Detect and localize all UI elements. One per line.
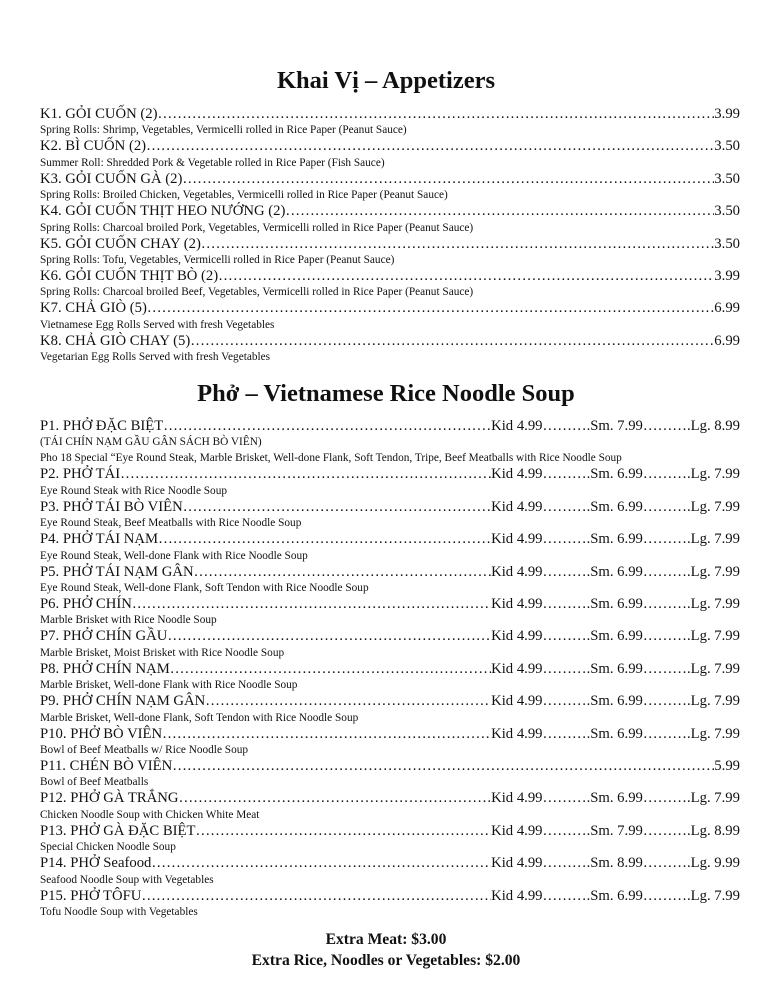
- leader-dots: [120, 466, 491, 482]
- price-large: Lg. 7.99: [690, 498, 740, 515]
- price-large: Lg. 7.99: [690, 563, 740, 580]
- leader-dots: [178, 790, 491, 806]
- price-kid: Kid 4.99: [491, 660, 543, 677]
- leader-dots: [167, 628, 491, 644]
- price-large: Lg. 7.99: [690, 466, 740, 483]
- item-description: Eye Round Steak, Beef Meatballs with Rice Noodle Soup: [40, 517, 302, 530]
- price-small: Sm. 7.99: [590, 418, 643, 434]
- price-small: Sm. 6.99: [590, 628, 643, 645]
- item-price: 3.50: [714, 203, 740, 220]
- pho-title: Phở – Vietnamese Rice Noodle Soup: [197, 380, 575, 407]
- leader-dots: [151, 855, 491, 871]
- leader-dots: [146, 138, 714, 154]
- price-kid: Kid 4.99: [491, 790, 543, 807]
- item-price: 3.50: [714, 235, 740, 252]
- appetizers-title: Khai Vị – Appetizers: [276, 67, 495, 94]
- price-large: Lg. 7.99: [690, 693, 740, 710]
- price-large: Lg. 7.99: [690, 596, 740, 613]
- item-name: K6. GỎI CUỐN THỊT BÒ (2): [40, 268, 219, 285]
- item-description: Chicken Noodle Soup with Chicken White Meat: [40, 808, 260, 821]
- item-name: P5. PHỞ TÁI NẠM GÂN: [40, 563, 194, 580]
- item-description: Seafood Noodle Soup with Vegetables: [40, 873, 214, 886]
- leader-dots: [182, 171, 714, 187]
- leader-dots: [141, 888, 491, 904]
- item-name: P2. PHỞ TÁI: [40, 466, 121, 483]
- price-small: Sm. 6.99: [590, 466, 643, 483]
- price-small: Sm. 6.99: [590, 596, 643, 613]
- item-name: P13. PHỞ GÀ ĐẶC BIỆT: [40, 822, 196, 839]
- item-description: Marble Brisket, Well-done Flank, Soft Tendon with Rice Noodle Soup: [40, 711, 359, 724]
- item-name: K7. CHẢ GIÒ (5): [40, 300, 147, 317]
- leader-dots: [194, 564, 492, 580]
- item-price: 5.99: [714, 758, 740, 775]
- pho-item: [40, 855, 740, 887]
- price-kid: Kid 4.99: [491, 466, 543, 483]
- pho-item: [40, 499, 740, 531]
- pho-item: [40, 531, 740, 563]
- price-kid: Kid 4.99: [491, 596, 543, 613]
- price-kid: Kid 4.99: [491, 418, 543, 434]
- price-kid: Kid 4.99: [491, 855, 543, 872]
- item-price: 3.99: [714, 106, 740, 122]
- price-small: Sm. 6.99: [590, 887, 643, 904]
- item-name: K2. BÌ CUỐN (2): [40, 138, 147, 155]
- leader-dots: [201, 236, 714, 252]
- leader-dots: [205, 693, 491, 709]
- price-small: Sm. 6.99: [590, 660, 643, 677]
- price-kid: Kid 4.99: [491, 822, 543, 839]
- item-name: P7. PHỞ CHÍN GẦU: [40, 628, 168, 645]
- pho-item: [40, 888, 740, 920]
- item-description: Marble Brisket with Rice Noodle Soup: [40, 614, 217, 627]
- price-kid: Kid 4.99: [491, 725, 543, 742]
- item-description: Spring Rolls: Charcoal broiled Beef, Vegetables, Vermicelli rolled in Rice Paper (Peanut Sauce): [40, 286, 474, 299]
- item-name: P14. PHỞ Seafood: [40, 855, 152, 872]
- appetizer-item: [40, 300, 740, 332]
- price-small: Sm. 6.99: [590, 725, 643, 742]
- price-large: Lg. 8.99: [690, 418, 740, 434]
- appetizer-item: [40, 203, 740, 235]
- price-large: Lg. 8.99: [690, 822, 740, 839]
- item-description: Eye Round Steak, Well-done Flank, Soft Tendon with Rice Noodle Soup: [40, 582, 369, 595]
- price-kid: Kid 4.99: [491, 628, 543, 645]
- item-description: Vietnamese Egg Rolls Served with fresh Vegetables: [40, 318, 275, 331]
- leader-dots: [170, 661, 491, 677]
- item-name: K3. GỎI CUỐN GÀ (2): [40, 170, 183, 187]
- item-name: P15. PHỞ TÔFU: [40, 887, 142, 904]
- item-name: K8. CHẢ GIÒ CHAY (5): [40, 332, 191, 349]
- leader-dots: [158, 531, 491, 547]
- item-price: 3.50: [714, 170, 740, 187]
- item-name: P8. PHỞ CHÍN NẠM: [40, 660, 170, 677]
- price-large: Lg. 7.99: [690, 660, 740, 677]
- price-small: Sm. 6.99: [590, 693, 643, 710]
- item-name: P9. PHỞ CHÍN NẠM GÂN: [40, 693, 206, 710]
- item-description: Marble Brisket, Well-done Flank with Rice Noodle Soup: [40, 679, 298, 692]
- item-name: P4. PHỞ TÁI NẠM: [40, 531, 159, 548]
- leader-dots: [162, 726, 491, 742]
- extra-meat-price: Extra Meat: $3.00: [325, 931, 447, 948]
- leader-dots: [172, 758, 714, 774]
- item-description: Marble Brisket, Moist Brisket with Rice Noodle Soup: [40, 646, 285, 659]
- price-small: Sm. 8.99: [590, 855, 643, 872]
- pho-item: [40, 596, 740, 628]
- item-name: K1. GỎI CUỐN (2): [40, 106, 158, 122]
- pho-item: [40, 693, 740, 725]
- extra-sides-price: Extra Rice, Noodles or Vegetables: $2.00: [251, 951, 521, 969]
- price-large: Lg. 7.99: [690, 628, 740, 645]
- leader-dots: [218, 268, 714, 284]
- price-small: Sm. 7.99: [590, 822, 643, 839]
- pho-item: [40, 661, 740, 693]
- pho-list: [40, 418, 740, 920]
- leader-dots: [158, 106, 715, 122]
- item-description: Spring Rolls: Tofu, Vegetables, Vermicelli rolled in Rice Paper (Peanut Sauce): [40, 254, 395, 267]
- pho-item: [40, 726, 740, 758]
- price-large: Lg. 7.99: [690, 531, 740, 548]
- item-price: 6.99: [714, 332, 740, 349]
- price-large: Lg. 7.99: [690, 887, 740, 904]
- item-description: Summer Roll: Shredded Pork & Vegetable rolled in Rice Paper (Fish Sauce): [40, 156, 385, 169]
- leader-dots: [147, 300, 714, 316]
- pho-item: [40, 628, 740, 660]
- pho-item: [40, 466, 740, 498]
- price-large: Lg. 9.99: [690, 855, 740, 872]
- price-small: Sm. 6.99: [590, 563, 643, 580]
- item-description: Bowl of Beef Meatballs: [40, 776, 149, 789]
- item-name: P3. PHỞ TÁI BÒ VIÊN: [40, 498, 183, 515]
- item-description: Spring Rolls: Broiled Chicken, Vegetables, Vermicelli rolled in Rice Paper (Peanut Sauce): [40, 189, 448, 202]
- item-description: Tofu Noodle Soup with Vegetables: [40, 906, 198, 919]
- leader-dots: [183, 499, 491, 515]
- leader-dots: [163, 418, 491, 434]
- item-name: P11. CHÉN BÒ VIÊN: [40, 758, 173, 775]
- price-small: Sm. 6.99: [590, 531, 643, 548]
- pho-item: [40, 758, 740, 790]
- price-large: Lg. 7.99: [690, 725, 740, 742]
- item-description: Vegetarian Egg Rolls Served with fresh Vegetables: [40, 351, 271, 364]
- leader-dots: [195, 823, 491, 839]
- item-name: P12. PHỞ GÀ TRẮNG: [40, 790, 179, 807]
- item-description: (TÁI CHÍN NẠM GẦU GÂN SÁCH BÒ VIÊN): [40, 436, 262, 449]
- item-description: Spring Rolls: Shrimp, Vegetables, Vermicelli rolled in Rice Paper (Peanut Sauce): [40, 124, 407, 137]
- price-kid: Kid 4.99: [491, 498, 543, 515]
- price-kid: Kid 4.99: [491, 531, 543, 548]
- price-kid: Kid 4.99: [491, 693, 543, 710]
- price-small: Sm. 6.99: [590, 498, 643, 515]
- appetizer-item: [40, 268, 740, 300]
- item-description: Eye Round Steak with Rice Noodle Soup: [40, 484, 228, 497]
- appetizer-list: [40, 106, 740, 365]
- appetizer-item: [40, 333, 740, 365]
- leader-dots: [285, 203, 714, 219]
- price-kid: Kid 4.99: [491, 563, 543, 580]
- item-description: Eye Round Steak, Well-done Flank with Rice Noodle Soup: [40, 549, 308, 562]
- leader-dots: [190, 333, 714, 349]
- pho-item: [40, 790, 740, 822]
- extras-footer: [0, 930, 772, 971]
- pho-item: [40, 823, 740, 855]
- item-description: Special Chicken Noodle Soup: [40, 841, 176, 854]
- item-price: 6.99: [714, 300, 740, 317]
- item-name: P6. PHỞ CHÍN: [40, 596, 132, 613]
- item-description: Bowl of Beef Meatballs w/ Rice Noodle Soup: [40, 744, 249, 757]
- item-description: Spring Rolls: Charcoal broiled Pork, Vegetables, Vermicelli rolled in Rice Paper (Peanut Sauce): [40, 221, 474, 234]
- item-price: 3.99: [714, 268, 740, 285]
- item-price: 3.50: [714, 138, 740, 155]
- price-kid: Kid 4.99: [491, 887, 543, 904]
- item-name: K4. GỎI CUỐN THỊT HEO NƯỚNG (2): [40, 203, 286, 220]
- appetizer-item: [40, 171, 740, 203]
- appetizer-item: [40, 106, 740, 138]
- item-name: P10. PHỞ BÒ VIÊN: [40, 725, 163, 742]
- item-name: K5. GỎI CUỐN CHAY (2): [40, 235, 201, 252]
- pho-item: [40, 418, 740, 466]
- item-name: P1. PHỞ ĐẶC BIỆT: [40, 418, 164, 434]
- price-large: Lg. 7.99: [690, 790, 740, 807]
- price-small: Sm. 6.99: [590, 790, 643, 807]
- pho-item: [40, 564, 740, 596]
- appetizer-item: [40, 138, 740, 170]
- item-description: Pho 18 Special “Eye Round Steak, Marble Brisket, Well-done Flank, Soft Tendon, Tripe, Beef Meatballs with Rice Noodle Soup: [40, 452, 622, 465]
- appetizer-item: [40, 236, 740, 268]
- leader-dots: [132, 596, 491, 612]
